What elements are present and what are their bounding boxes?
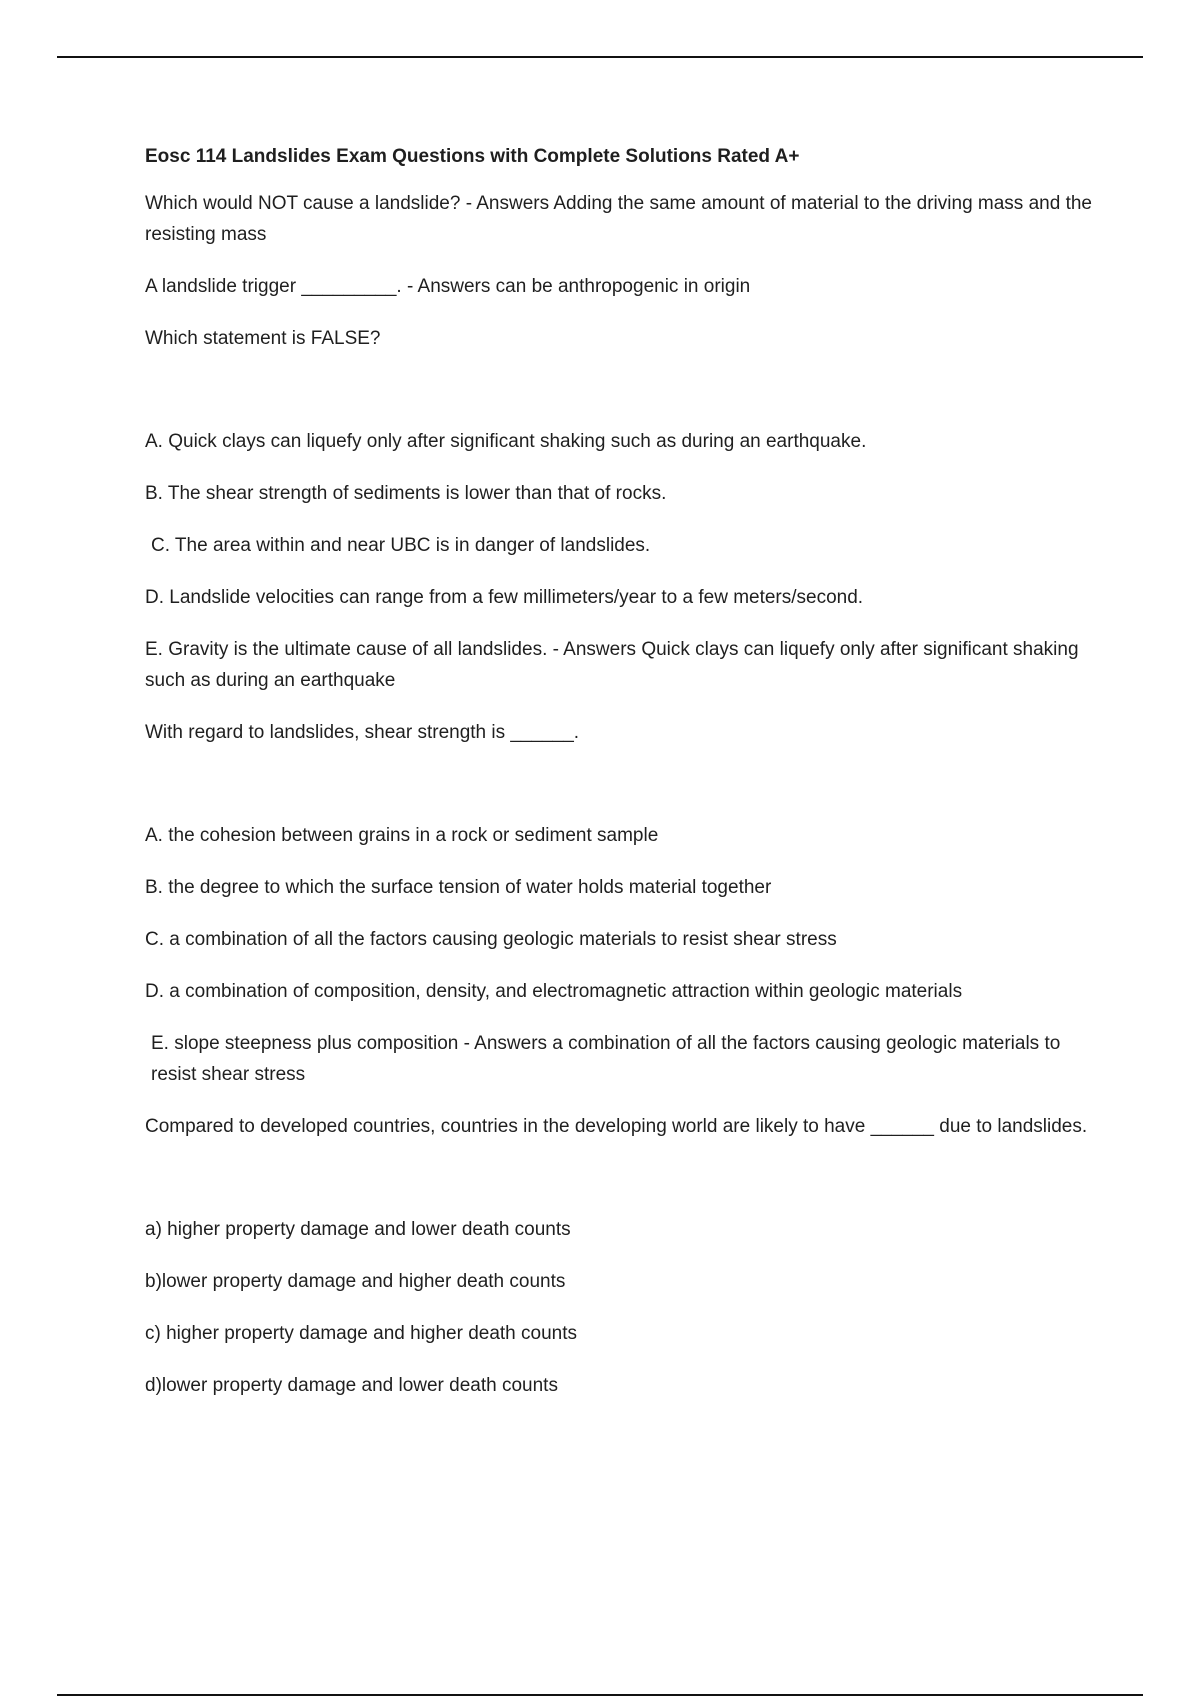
footer-rule xyxy=(57,1694,1143,1696)
spacer xyxy=(145,375,1095,426)
question-2: A landslide trigger _________. - Answers can be anthropogenic in origin xyxy=(145,276,751,297)
question-4-option-d: D. a combination of composition, density, and electromagnetic attraction within geologic materials xyxy=(145,981,963,1002)
question-5-option-c: c) higher property damage and higher death counts xyxy=(145,1323,577,1344)
question-4-option-e: E. slope steepness plus composition - Answers a combination of all the factors causing geologic materials to resist shear stress xyxy=(151,1033,1061,1085)
question-3-option-d: D. Landslide velocities can range from a few millimeters/year to a few meters/second. xyxy=(145,587,864,608)
question-4-stem: With regard to landslides, shear strength is ______. xyxy=(145,722,580,743)
spacer xyxy=(145,769,1095,820)
question-5-option-b: b)lower property damage and higher death counts xyxy=(145,1271,566,1292)
document-body xyxy=(145,142,1095,1422)
question-3-stem: Which statement is FALSE? xyxy=(145,328,381,349)
spacer xyxy=(145,1163,1095,1214)
question-3-option-a: A. Quick clays can liquefy only after significant shaking such as during an earthquake. xyxy=(145,431,867,452)
question-5-stem: Compared to developed countries, countries in the developing world are likely to have ______ due to landslides. xyxy=(145,1116,1088,1137)
question-3-option-e: E. Gravity is the ultimate cause of all landslides. - Answers Quick clays can liquefy only after significant shaking such as during an earthquake xyxy=(145,639,1079,691)
question-4-option-b: B. the degree to which the surface tension of water holds material together xyxy=(145,877,772,898)
question-4-option-c: C. a combination of all the factors causing geologic materials to resist shear stress xyxy=(145,929,837,950)
question-4-option-a: A. the cohesion between grains in a rock or sediment sample xyxy=(145,825,659,846)
question-3-option-c: C. The area within and near UBC is in danger of landslides. xyxy=(151,535,651,556)
question-5-option-d: d)lower property damage and lower death counts xyxy=(145,1375,558,1396)
question-3-option-b: B. The shear strength of sediments is lower than that of rocks. xyxy=(145,483,667,504)
document-title: Eosc 114 Landslides Exam Questions with Complete Solutions Rated A+ xyxy=(145,146,800,167)
header-rule xyxy=(57,56,1143,58)
question-5-option-a: a) higher property damage and lower death counts xyxy=(145,1219,571,1240)
question-1: Which would NOT cause a landslide? - Answers Adding the same amount of material to the driving mass and the resisting mass xyxy=(145,193,1092,245)
